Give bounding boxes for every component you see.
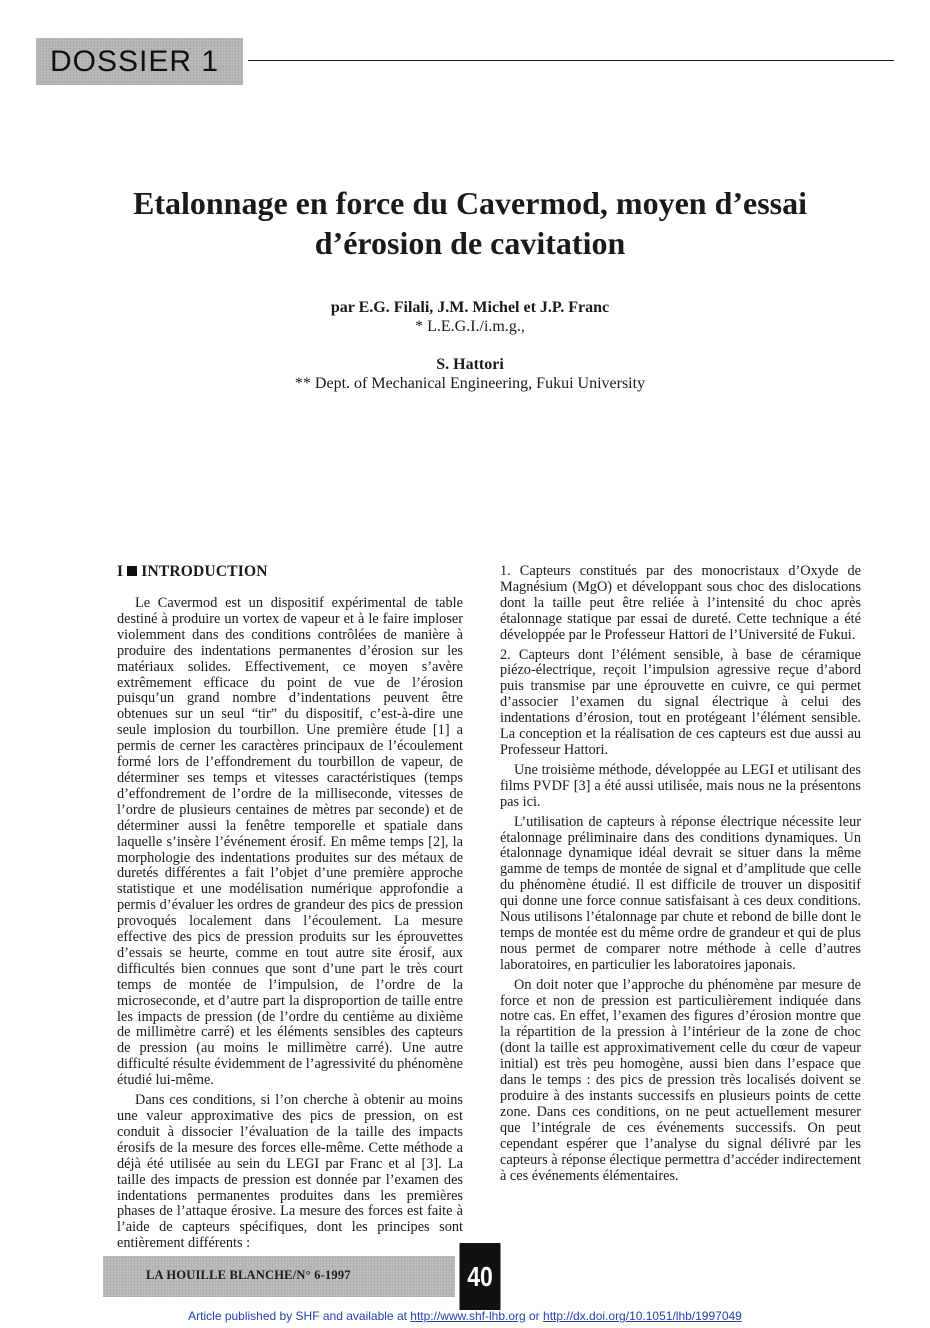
section-number: I — [117, 563, 124, 580]
article-title — [60, 183, 880, 263]
dossier-label: DOSSIER 1 — [50, 44, 220, 78]
title-line-2: d’érosion de cavitation — [314, 225, 626, 261]
section-heading — [117, 563, 268, 581]
author-block — [60, 298, 880, 393]
affiliation-2: ** Dept. of Mechanical Engineering, Fukui University — [294, 375, 646, 392]
page-number: 40 — [460, 1243, 501, 1310]
publish-line — [0, 1309, 930, 1323]
authors-line-1: par E.G. Filali, J.M. Michel et J.P. Franc — [330, 299, 610, 316]
authors-line-2: S. Hattori — [436, 356, 504, 373]
bullet-square-icon — [127, 566, 137, 576]
paragraph: 1. Capteurs constitués par des monocristaux d’Oxyde de Magnésium (MgO) et développant sous choc des dislocations dont la taille peut être reliée à l’intensité du choc après étalonnage statique par essai de dureté. Cette technique a été développée par le Professeur Hattori de l’Université de Fukui. — [500, 563, 861, 643]
left-column — [117, 596, 463, 1252]
publish-prefix: Article published by SHF and available at — [188, 1309, 411, 1323]
journal-label: LA HOUILLE BLANCHE/N° 6-1997 — [146, 1268, 351, 1282]
affiliation-1: * L.E.G.I./i.m.g., — [415, 318, 525, 335]
publish-or: or — [525, 1309, 544, 1323]
paragraph: Une troisième méthode, développée au LEGI et utilisant des films PVDF [3] a été aussi utilisée, mais nous ne la présentons pas ici. — [500, 761, 861, 810]
paragraph: L’utilisation de capteurs à réponse électrique nécessite leur étalonnage préliminaire dans des conditions dynamiques. Un étalonnage dynamique idéal devrait se situer dans la même gamme de temps de montée de signal et d’amplitude que celle du phénomène étudié. Il est difficile de trouver un dispositif qui donne une force connue satisfaisant à ces deux conditions. Nous utilisons l’étalonnage par chute et rebond de bille dont le temps de montée est du même ordre de grandeur et qui de plus nous permet de comparer notre méthode à celle d’autres laboratoires, en particulier les laboratoires japonais. — [500, 813, 861, 973]
dossier-tag — [36, 38, 243, 85]
doi-link[interactable]: http://dx.doi.org/10.1051/lhb/1997049 — [543, 1309, 742, 1323]
header-rule — [248, 60, 894, 61]
paragraph: Le Cavermod est un dispositif expérimental de table destiné à produire un vortex de vapeur et à le faire imploser violemment dans des conditions contrôlées de manière à produire des indentations permanentes d’érosion sur les matériaux solides. Effectivement, ce moyen s’avère extrêmement efficace du point de vue de l’érosion puisqu’un grand nombre d’indentations peuvent être obtenues sur un seul “tir” du dispositif, c’est-à-dire une seule implosion du tourbillon. Une première étude [1] a permis de cerner les caractères principaux de l’écoulement formé lors de l’effondrement du tourbillon de vapeur, de déterminer ses temps et vitesses caractéristiques (temps d’effondrement de l’ordre de la milliseconde, vitesses de l’ordre de plusieurs centaines de mètres par seconde) et de déterminer aussi la fenêtre temporelle et spatiale dans laquelle s’insère l’événement érosif. En même temps [2], la morphologie des indentations produites sur des métaux de duretés différentes a fait l’objet d’une première approche statistique et une modélisation numérique approfondie a permis d’évaluer les ordres de grandeur des pics de pression provoqués localement dans l’écoulement. La mesure effective des pics de pression produits sur les éprouvettes d’essais se heurte, comme en tout autre site érosif, aux difficultés bien connues que sont d’une part le très court temps de montée de l’impulsion, de l’ordre de la microseconde, et d’autre part la disproportion de taille entre les impacts de pression (de l’ordre du centième au dixième de millimètre carré) et les éléments sensibles des capteurs de pression (au moins le millimètre carré). Une autre difficulté résulte évidemment de l’agressivité du phénomène étudié lui-même. — [117, 595, 463, 1089]
title-line-1: Etalonnage en force du Cavermod, moyen d’essai — [132, 185, 808, 221]
paragraph: 2. Capteurs dont l’élément sensible, à base de céramique piézo-électrique, reçoit l’impulsion agressive reçue d’abord puis transmise par une éprouvette en cuivre, ce qui permet d’associer l’examen du signal électrique à celui des indentations d’érosion, tout en protégeant l’élément sensible. La conception et la réalisation de ces capteurs est due aussi au Professeur Hattori. — [500, 646, 861, 758]
section-title: INTRODUCTION — [141, 563, 268, 580]
shf-link[interactable]: http://www.shf-lhb.org — [410, 1309, 526, 1323]
right-column — [500, 564, 861, 1184]
paragraph: Dans ces conditions, si l’on cherche à obtenir au moins une valeur approximative des pics de pression, on est conduit à dissocier l’évaluation de la taille des impacts érosifs de la mesure des forces elle-même. Cette méthode a déjà été utilisée au sein du LEGI par Franc et al [3]. La taille des impacts de pression est donnée par l’examen des indentations permanentes produites dans les premières phases de l’attaque érosive. La mesure des forces est faite à l’aide de capteurs spécifiques, dont les principes sont entièrement différents : — [117, 1092, 463, 1252]
paragraph: On doit noter que l’approche du phénomène par mesure de force et non de pression est particulièrement indiquée dans notre cas. En effet, l’examen des figures d’érosion montre que la répartition de la pression à l’intérieur de la zone de choc (dont la taille est approximativement celle du cœur de vapeur initial) est très peu homogène, aussi bien dans l’espace que dans le temps : des pics de pression très localisés doivent se produire à des instants successifs en plusieurs points de cette zone. Dans ces conditions, on ne peut actuellement mesurer que l’intégrale de ces événements successifs. On peut cependant espérer que l’analyse du signal délivré par les capteurs à réponse électique permettra d’accéder indirectement à ces événements élémentaires. — [500, 976, 861, 1184]
